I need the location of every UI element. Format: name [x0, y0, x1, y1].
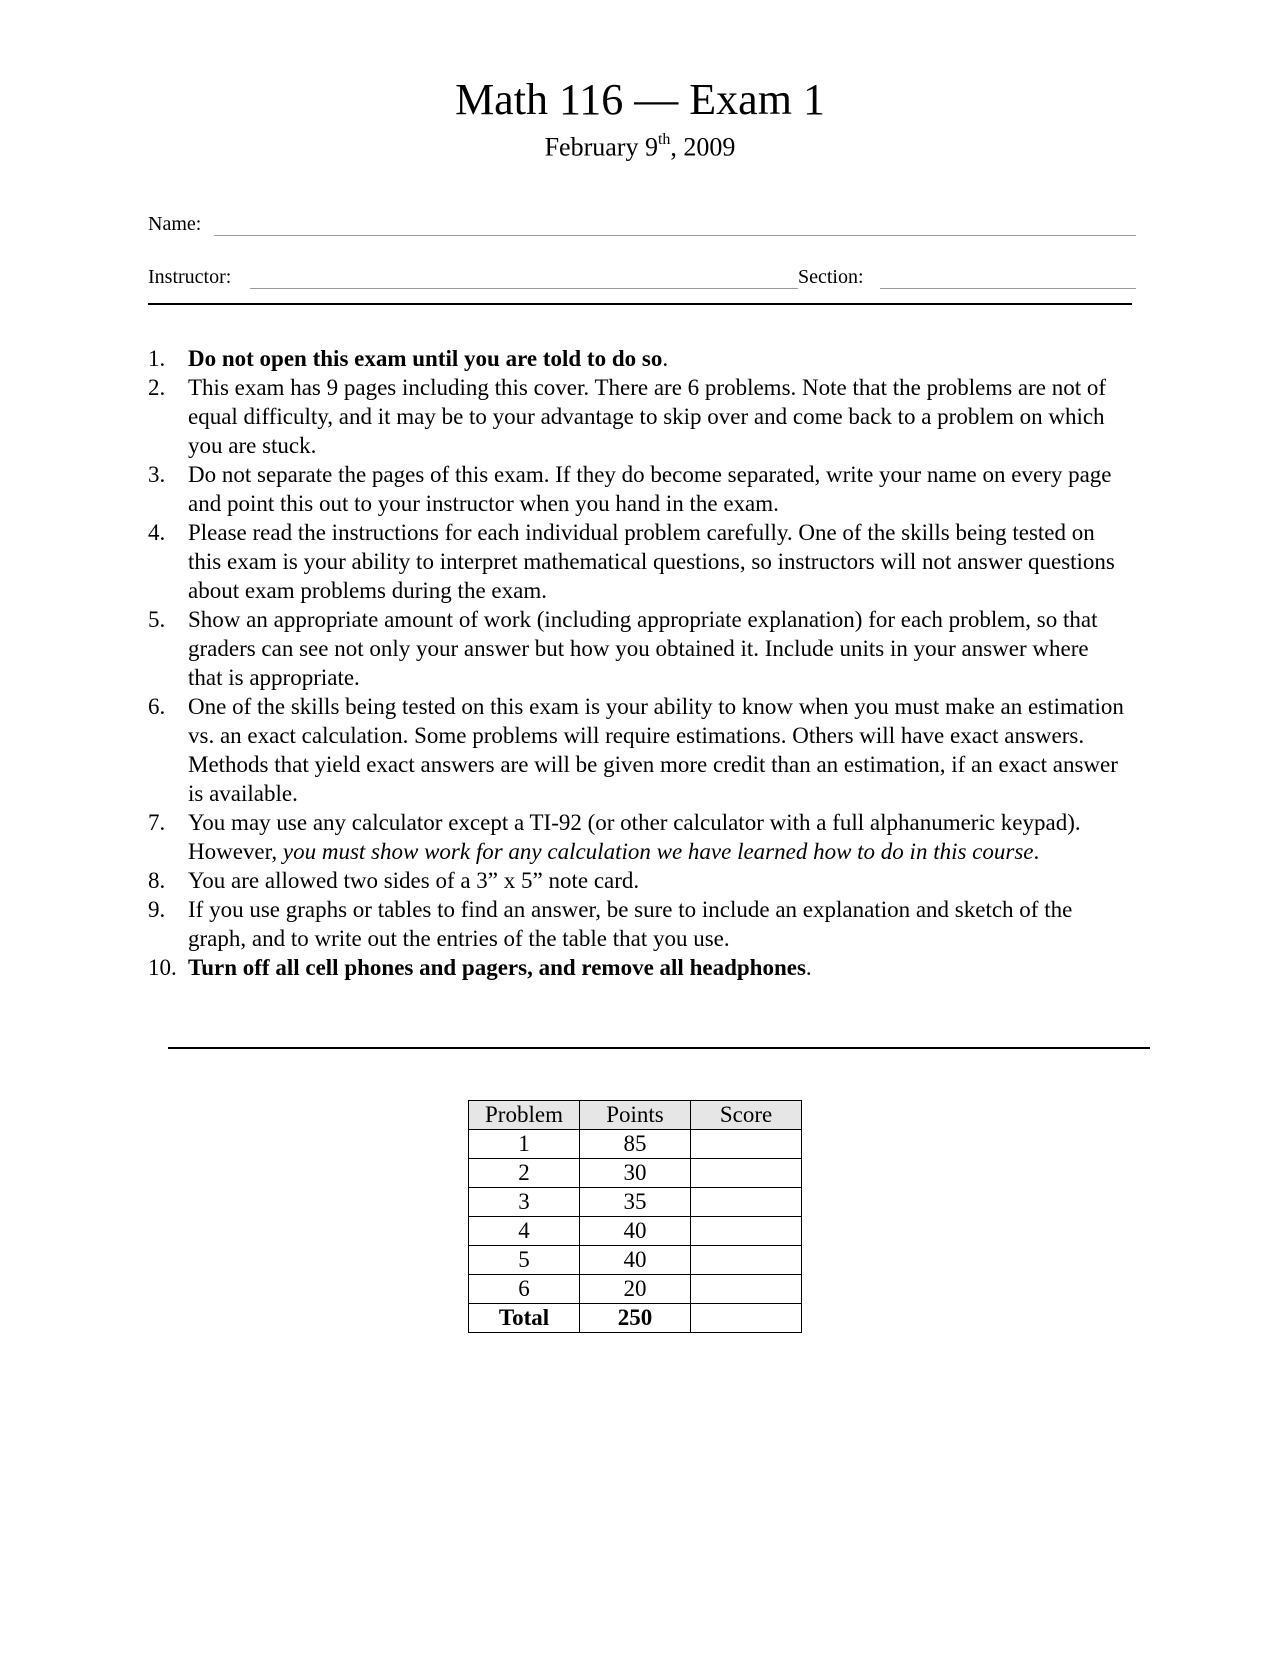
instruction-text: .	[662, 346, 669, 371]
instruction-item	[148, 460, 1128, 518]
cell-score[interactable]	[691, 1188, 802, 1217]
score-table-row	[469, 1188, 802, 1217]
cell-score[interactable]	[691, 1246, 802, 1275]
score-table-row	[469, 1217, 802, 1246]
instruction-item	[148, 518, 1128, 605]
cell-points: 35	[580, 1188, 691, 1217]
score-table-row	[469, 1159, 802, 1188]
total-points: 250	[580, 1304, 691, 1333]
instruction-text: Please read the instructions for each individual problem carefully. One of the skills being tested on this exam is your ability to interpret mathematical questions, so instructors will not answer questions about exam problems during the exam.	[188, 520, 1115, 603]
exam-title: Math 116 — Exam 1	[455, 75, 825, 124]
instruction-text: .	[805, 955, 812, 980]
instruction-italic-text: you must show work for any calculation we have learned how to do in this course	[282, 839, 1034, 864]
instruction-item	[148, 692, 1128, 808]
cell-points: 40	[580, 1217, 691, 1246]
instruction-item	[148, 953, 1128, 982]
instruction-item	[148, 808, 1128, 866]
instruction-text: If you use graphs or tables to find an answer, be sure to include an explanation and sketch of the graph, and to write out the entries of the table that you use.	[188, 897, 1073, 951]
instruction-number: 7.	[148, 810, 166, 835]
instructor-line[interactable]	[250, 288, 798, 289]
cell-problem: 6	[469, 1275, 580, 1304]
instruction-number: 3.	[148, 462, 166, 487]
cell-problem: 3	[469, 1188, 580, 1217]
name-line[interactable]	[214, 235, 1136, 236]
instruction-item	[148, 605, 1128, 692]
instruction-text: Do not separate the pages of this exam. If they do become separated, write your name on every page and point this out to your instructor when you hand in the exam.	[188, 462, 1112, 516]
score-table-row	[469, 1246, 802, 1275]
instruction-text: Show an appropriate amount of work (including appropriate explanation) for each problem, so that graders can see not only your answer but how you obtained it. Include units in your answer where that is appropriate.	[188, 607, 1098, 690]
instructions-divider	[168, 1047, 1150, 1049]
date-superscript: th	[657, 131, 671, 148]
instruction-number: 6.	[148, 694, 166, 719]
name-label: Name:	[148, 213, 202, 235]
instruction-number: 9.	[148, 897, 166, 922]
instruction-number: 10.	[148, 955, 177, 980]
exam-date	[0, 124, 1280, 166]
score-table-header	[469, 1101, 802, 1130]
instruction-bold-text: Turn off all cell phones and pagers, and remove all headphones	[188, 955, 806, 980]
score-table-row	[469, 1130, 802, 1159]
cell-problem: 4	[469, 1217, 580, 1246]
instruction-text: You may use any calculator except a TI-92 (or other calculator with a full alphanumeric keypad). However,	[188, 810, 1081, 864]
cell-score[interactable]	[691, 1217, 802, 1246]
section-line[interactable]	[880, 288, 1136, 289]
date-main: February 9	[544, 132, 658, 162]
instruction-item	[148, 373, 1128, 460]
instruction-text: One of the skills being tested on this exam is your ability to know when you must make an estimation vs. an exact calculation. Some problems will require estimations. Others will have exact answers. Methods that yield exact answers are will be given more credit than an estimation, if an exact answer is available.	[188, 694, 1124, 806]
score-table-total-row	[469, 1304, 802, 1333]
instruction-item	[148, 344, 1128, 373]
instruction-text: This exam has 9 pages including this cover. There are 6 problems. Note that the problems are not of equal difficulty, and it may be to your advantage to skip over and come back to a problem on which you are stuck.	[188, 375, 1107, 458]
instruction-tail-text: .	[1033, 839, 1040, 864]
total-problem: Total	[469, 1304, 580, 1333]
score-table	[468, 1100, 802, 1333]
total-score[interactable]	[691, 1304, 802, 1333]
header-problem: Problem	[469, 1101, 580, 1130]
cell-points: 85	[580, 1130, 691, 1159]
instructor-label: Instructor:	[148, 266, 232, 288]
cell-score[interactable]	[691, 1275, 802, 1304]
instruction-number: 4.	[148, 520, 166, 545]
instruction-number: 5.	[148, 607, 166, 632]
score-table-row	[469, 1275, 802, 1304]
header-divider	[148, 303, 1132, 305]
cell-score[interactable]	[691, 1130, 802, 1159]
instruction-number: 1.	[148, 346, 166, 371]
instruction-number: 8.	[148, 868, 166, 893]
cell-points: 30	[580, 1159, 691, 1188]
date-tail: , 2009	[670, 132, 736, 162]
cell-problem: 5	[469, 1246, 580, 1275]
header-score: Score	[691, 1101, 802, 1130]
instruction-item	[148, 895, 1128, 953]
cell-score[interactable]	[691, 1159, 802, 1188]
instructions-list	[148, 344, 1128, 982]
header-points: Points	[580, 1101, 691, 1130]
cell-points: 20	[580, 1275, 691, 1304]
cell-points: 40	[580, 1246, 691, 1275]
instruction-bold-text: Do not open this exam until you are told to do so	[188, 346, 663, 371]
cell-problem: 1	[469, 1130, 580, 1159]
instruction-item	[148, 866, 1128, 895]
instruction-number: 2.	[148, 375, 166, 400]
cell-problem: 2	[469, 1159, 580, 1188]
instruction-text: You are allowed two sides of a 3” x 5” note card.	[188, 868, 640, 893]
section-label: Section:	[798, 266, 864, 288]
